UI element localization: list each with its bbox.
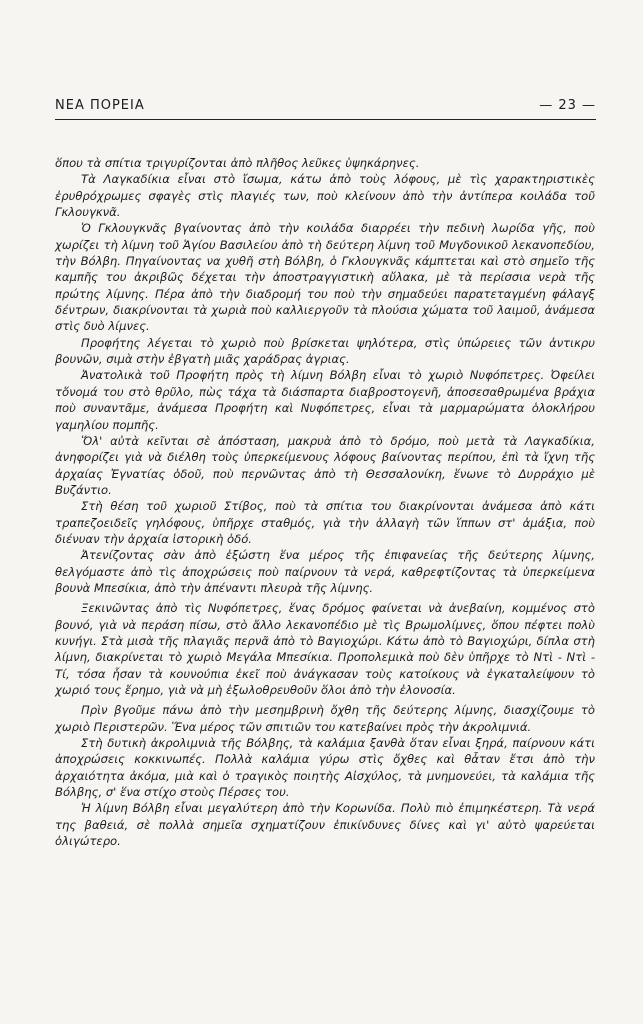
journal-title: ΝΕΑ ΠΟΡΕΙΑ bbox=[55, 98, 145, 113]
article-body bbox=[55, 155, 595, 849]
paragraph: Προφήτης λέγεται τὸ χωριὸ ποὺ βρίσκεται ψηλότερα, στὶς ὑπώρειες τῶν ἀντικρυ βουνῶν, σιμὰ στὴν ἐβγατὴ μιᾶς χαράδρας ἀγριας. bbox=[55, 335, 595, 367]
paragraph: Πρὶν βγοῦμε πάνω ἀπὸ τὴν μεσημβρινὴ ὄχθη τῆς δεύτερης λίμνης, διασχίζουμε τὸ χωριὸ Περιστερῶν. Ἕνα μέρος τῶν σπιτιῶν του κατεβαίνει πρὸς τὴν ἀκρολιμνιά. bbox=[55, 703, 595, 734]
paragraph: Τὰ Λαγκαδίκια εἶναι στὸ ἴσωμα, κάτω ἀπὸ τοὺς λόφους, μὲ τὶς χαρακτηριστικὲς ἐρυθρόχρωμες σφαγὲς στὶς πλαγιές των, ποὺ κλείνουν ἀπὸ τὴν ἀντίπερα κοιλάδα τοῦ Γκλουγκνᾶ. bbox=[55, 172, 595, 220]
paragraph: Στὴ δυτικὴ ἀκρολιμνιὰ τῆς Βόλβης, τὰ καλάμια ξανθὰ ὅταν εἶναι ξηρά, παίρνουν κάτι ἀποχρώσεις κοκκινωπές. Πολλὰ καλάμια γύρω στὶς ὄχθες καὶ θἆταν ἔτσι ἀπὸ τὴν ἀρχαιότητα ἀκόμα, μιὰ καὶ ὁ τραγικὸς ποιητὴς Αἰσχύλος, τὰ μνημονεύει, τὰ καλάμια τῆς Βόλβης, σ' ἕνα στίχο στοὺς Πέρσες του. bbox=[55, 736, 595, 800]
paragraph: Ὁ Γκλουγκνᾶς βγαίνοντας ἀπὸ τὴν κοιλάδα διαρρέει τὴν πεδινὴ λωρίδα γῆς, ποὺ χωρίζει τὴ λίμνη τοῦ Ἁγίου Βασιλείου ἀπὸ τὴ δεύτερη λίμνη τοῦ Μυγδονικοῦ λεκανοπεδίου, τὴν Βόλβη. Πηγαίνοντας να χυθῆ στὴ Βόλβη, ὁ Γκλουγκνᾶς κάμπτεται καὶ στὸ σημεῖο τῆς καμπῆς του ἀκριβῶς δέχεται τὴν ἀποστραγγιστικὴ αὔλακα, μὲ τὰ περίσσια νερὰ τῆς πρώτης λίμνης. Πέρα ἀπὸ τὴν διαδρομή του ποὺ τὴν σημαδεύει παρατεταγμένη φάλαγξ δέντρων, διακρίνονται τὰ χωριὰ ποὺ καλλιεργοῦν τὰ πλούσια χώματα τοῦ λαιμοῦ, ἀνάμεσα στὶς δυὸ λίμνες. bbox=[55, 221, 595, 334]
page-number: — 23 — bbox=[539, 98, 596, 113]
paragraph: Στὴ θέση τοῦ χωριοῦ Στίβος, ποὺ τὰ σπίτια του διακρίνονται ἀνάμεσα ἀπὸ κάτι τραπεζοειδεῖς γηλόφους, ὑπῆρχε σταθμός, γιὰ τὴν ἀλλαγὴ τῶν ἵππων στ' ἀμάξια, ποὺ διένυαν τὴν ἀρχαία ἱστορικὴ ὁδό. bbox=[55, 499, 595, 546]
paragraph: Ἡ λίμνη Βόλβη εἶναι μεγαλύτερη ἀπὸ τὴν Κορωνίδα. Πολὺ πιὸ ἐπιμηκέστερη. Τὰ νερά της βαθειά, σὲ πολλὰ σημεῖα σχηματίζουν ἐπικίνδυνες δίνες καὶ γι' αὐτὸ ψαρεύεται ὀλιγώτερο. bbox=[55, 801, 595, 849]
paragraph: Ἀτενίζοντας σὰν ἀπὸ ἐξώστη ἕνα μέρος τῆς ἐπιφανείας τῆς δεύτερης λίμνης, θελγόμαστε ἀπὸ τὶς ἀποχρώσεις ποὺ παίρνουν τὰ νερά, καθρεφτίζοντας τὰ ὑπερκείμενα βουνὰ Μπεσίκια, ἀπὸ τὴν ἀπέναντι πλευρὰ τῆς λίμνης. bbox=[55, 548, 595, 595]
page-header bbox=[55, 98, 596, 113]
paragraph: ὅπου τὰ σπίτια τριγυρίζονται ἀπὸ πλῆθος λεῦκες ὑψηκάρηνες. bbox=[55, 156, 420, 170]
paragraph: Ἀνατολικὰ τοῦ Προφήτη πρὸς τὴ λίμνη Βόλβη εἶναι τὸ χωριὸ Νυφόπετρες. Ὀφείλει τὄνομά του στὸ θρῦλο, πὼς τάχα τὰ διάσπαρτα διαβροστογενῆ, ἀποσεσαθρωμένα βράχια ποὺ συναντᾶμε, ἀνάμεσα Προφήτη καὶ Νυφόπετρες, εἶναι τὰ μαρμαρώματα ὁλοκλήρου γαμηλίου πομπῆς. bbox=[55, 368, 595, 432]
paragraph: Ὅλ' αὐτὰ κεῖνται σὲ ἀπόσταση, μακρυὰ ἀπὸ τὸ δρόμο, ποὺ μετὰ τὰ Λαγκαδίκια, ἀνηφορίζει γιὰ νὰ διέλθη τοὺς ὑπερκείμενους λόφους βαίνοντας περίπου, ἐπὶ τὰ ἴχνη τῆς ἀρχαίας Ἐγνατίας ὁδοῦ, ποὺ περνῶντας ἀπὸ τὴ Θεσσαλονίκη, ἕνωνε τὸ Δυρράχιο μὲ Βυζάντιο. bbox=[55, 433, 595, 497]
header-rule bbox=[55, 119, 596, 120]
paragraph: Ξεκινῶντας ἀπὸ τὶς Νυφόπετρες, ἕνας δρόμος φαίνεται νὰ ἀνεβαίνη, κομμένος στὸ βουνό, γιὰ νὰ περάση πίσω, στὸ ἄλλο λεκανοπέδιο μὲ τὶς Βρωμολίμνες, ὅπου πέφτει πολὺ κυνήγι. Στὰ μισὰ τῆς πλαγιᾶς περνᾶ ἀπὸ τὸ Βαγιοχώρι. Κάτω ἀπὸ τὸ Βαγιοχώρι, δίπλα στὴ λίμνη, διακρίνεται τὸ χωριὸ Μεγάλα Μπεσίκια. Προπολεμικὰ ποὺ δὲν ὑπῆρχε τὸ Ντὶ - Ντὶ - Τί, τόσα ἦσαν τὰ κουνούπια ἐκεῖ ποὺ ἀνάγκασαν τοὺς κατοίκους νὰ ἐγκαταλείψουν τὸ χωριό τους ἔρημο, γιὰ νὰ μὴ ἐξωλοθρευθοῦν ὅλοι ἀπὸ τὴν ἐλονοσία. bbox=[55, 601, 595, 697]
